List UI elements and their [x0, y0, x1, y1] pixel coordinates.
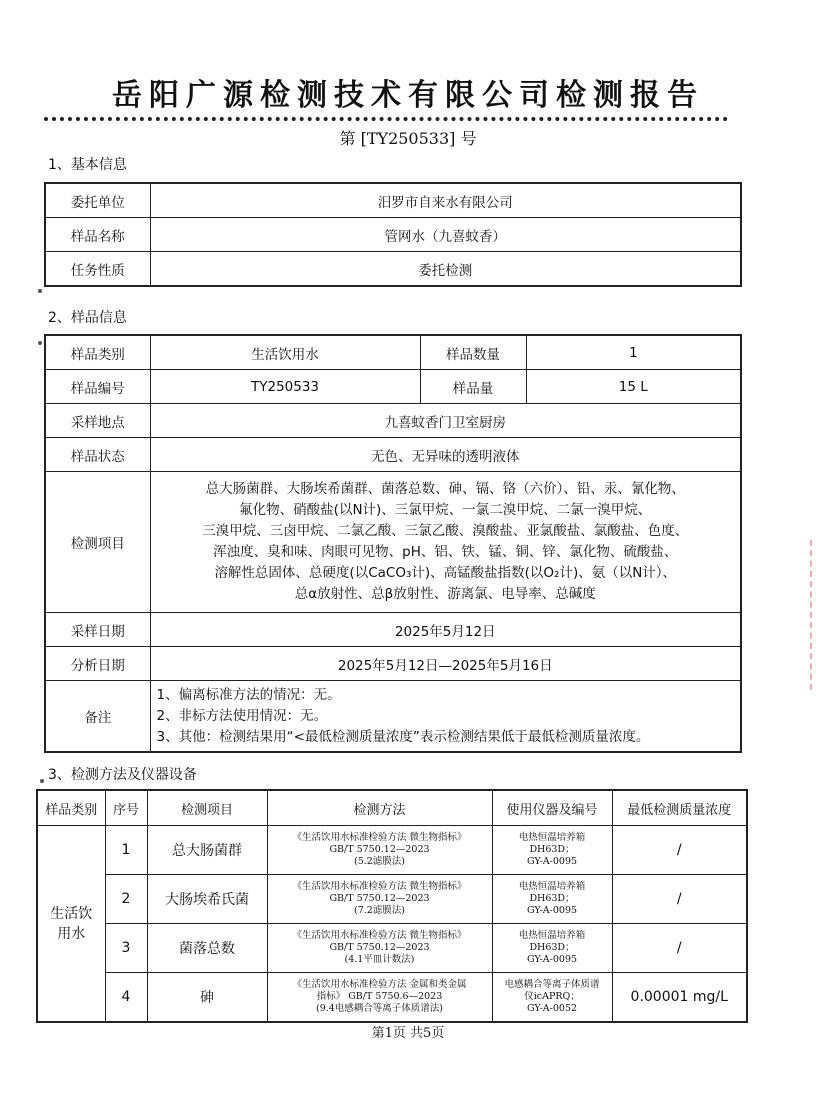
row-number: 4 [105, 973, 147, 1023]
method-line: (4.1平皿计数法) [344, 954, 415, 965]
sampling-location-label: 采样地点 [45, 404, 150, 438]
column-header: 最低检测质量浓度 [612, 790, 747, 826]
report-number: 第 [TY250533] 号 [339, 129, 477, 148]
instrument-line: GY-A-0095 [526, 954, 578, 965]
sample-count-label: 样品数量 [420, 335, 526, 370]
table-row [45, 335, 741, 370]
column-header: 检测方法 [267, 790, 492, 826]
sample-count-value: 1 [526, 335, 741, 370]
instrument [492, 875, 612, 924]
test-items-line: 氟化物、硝酸盐(以N计)、三氯甲烷、一氯二溴甲烷、二氯一溴甲烷、 [239, 502, 652, 518]
table-row [37, 973, 747, 1023]
table-row [37, 826, 747, 875]
section-sample-info-heading: 2、样品信息 [48, 310, 127, 326]
table-row [45, 218, 741, 252]
sample-state-label: 样品状态 [45, 438, 150, 472]
method-line: 《生活饮用水标准检验方法 金属和类金属 [292, 979, 467, 990]
table-row [37, 924, 747, 973]
test-item: 菌落总数 [147, 924, 267, 973]
row-number: 2 [105, 875, 147, 924]
row-number: 1 [105, 826, 147, 875]
test-items-label: 检测项目 [45, 472, 150, 613]
client-value: 汨罗市自来水有限公司 [150, 183, 741, 218]
instrument-line: GY-A-0052 [526, 1003, 578, 1014]
instrument-line: 电热恒温培养箱 [518, 832, 586, 843]
test-items-value [150, 472, 741, 613]
table-row [45, 681, 741, 753]
method-line: 《生活饮用水标准检验方法 微生物指标》 [292, 930, 467, 941]
method-line: 《生活饮用水标准检验方法 微生物指标》 [292, 832, 467, 843]
instrument-line: 电感耦合等离子体质谱 [504, 979, 600, 990]
remark-line: 3、其他：检测结果用“<最低检测质量浓度”表示检测结果低于最低检测质量浓度。 [156, 728, 650, 745]
section-methods-heading: 3、检测方法及仪器设备 [48, 767, 197, 783]
remark-line: 1、偏离标准方法的情况：无。 [156, 686, 341, 703]
test-items-line: 浑浊度、臭和味、肉眼可见物、pH、铝、铁、锰、铜、锌、氯化物、硫酸盐、 [213, 544, 678, 560]
test-method [267, 924, 492, 973]
test-item: 大肠埃希氏菌 [147, 875, 267, 924]
sampling-date-value: 2025年5月12日 [150, 613, 741, 647]
section-basic-info-heading: 1、基本信息 [48, 157, 127, 173]
sampling-location-value: 九喜蚊香门卫室厨房 [150, 404, 741, 438]
sample-amount-value: 15 L [526, 370, 741, 404]
analysis-date-value: 2025年5月12日—2025年5月16日 [150, 647, 741, 681]
instrument-line: 仪icAPRQ； [524, 991, 580, 1002]
sample-category-label: 样品类别 [45, 335, 150, 370]
instrument-line: GY-A-0095 [526, 856, 578, 867]
column-header: 序号 [105, 790, 147, 826]
scan-speck [38, 289, 42, 293]
table-row [45, 613, 741, 647]
table-row [45, 438, 741, 472]
sample-name-label: 样品名称 [45, 218, 150, 252]
method-line: (5.2滤膜法) [353, 856, 406, 867]
instrument-line: 电热恒温培养箱 [518, 930, 586, 941]
instrument-line: DH63D； [529, 893, 575, 904]
instrument-line: GY-A-0095 [526, 905, 578, 916]
column-header: 使用仪器及编号 [492, 790, 612, 826]
client-label: 委托单位 [45, 183, 150, 218]
test-item: 总大肠菌群 [147, 826, 267, 875]
method-line: (7.2滤膜法) [353, 905, 406, 916]
seal-edge-stamp [796, 540, 812, 690]
page-number: 第1页 共5页 [371, 1026, 445, 1041]
column-header: 检测项目 [147, 790, 267, 826]
test-items-line: 三溴甲烷、三卤甲烷、二氯乙酸、三氯乙酸、溴酸盐、亚氯酸盐、氯酸盐、色度、 [202, 523, 689, 539]
min-concentration: / [612, 924, 747, 973]
task-type-value: 委托检测 [150, 252, 741, 287]
instrument-line: DH63D； [529, 942, 575, 953]
scan-speck [40, 779, 44, 783]
method-line: 指标》 GB/T 5750.6—2023 [316, 991, 443, 1002]
test-method [267, 875, 492, 924]
table-row [45, 404, 741, 438]
remarks-value [150, 681, 741, 753]
remark-line: 2、非标方法使用情况：无。 [156, 707, 328, 724]
test-method [267, 973, 492, 1023]
sample-amount-label: 样品量 [420, 370, 526, 404]
scan-speck [38, 341, 42, 345]
method-line: (9.4电感耦合等离子体质谱法) [315, 1003, 444, 1014]
methods-table [36, 789, 748, 1023]
min-concentration: 0.00001 mg/L [612, 973, 747, 1023]
instrument [492, 973, 612, 1023]
remarks-label: 备注 [45, 681, 150, 753]
test-method [267, 826, 492, 875]
method-line: GB/T 5750.12—2023 [329, 942, 430, 953]
instrument-line: DH63D； [529, 844, 575, 855]
method-line: GB/T 5750.12—2023 [329, 893, 430, 904]
method-line: GB/T 5750.12—2023 [329, 844, 430, 855]
sample-category-cell: 生活饮用水 [37, 826, 105, 1023]
table-row [45, 183, 741, 218]
test-items-line: 总大肠菌群、大肠埃希菌群、菌落总数、砷、镉、铬（六价）、铅、汞、氰化物、 [205, 481, 685, 497]
instrument [492, 924, 612, 973]
table-header-row [37, 790, 747, 826]
sample-id-value: TY250533 [150, 370, 420, 404]
analysis-date-label: 分析日期 [45, 647, 150, 681]
task-type-label: 任务性质 [45, 252, 150, 287]
sample-category-value: 生活饮用水 [150, 335, 420, 370]
table-row [45, 647, 741, 681]
sampling-date-label: 采样日期 [45, 613, 150, 647]
sample-info-table [44, 334, 742, 753]
table-row [45, 472, 741, 613]
test-items-line: 总α放射性、总β放射性、游离氯、电导率、总碱度 [294, 586, 596, 602]
instrument-line: 电热恒温培养箱 [518, 881, 586, 892]
sample-state-value: 无色、无异味的透明液体 [150, 438, 741, 472]
row-number: 3 [105, 924, 147, 973]
test-item: 砷 [147, 973, 267, 1023]
column-header: 样品类别 [37, 790, 105, 826]
title-divider [44, 117, 728, 121]
min-concentration: / [612, 826, 747, 875]
table-row [45, 252, 741, 287]
min-concentration: / [612, 875, 747, 924]
test-items-line: 溶解性总固体、总硬度(以CaCO₃计)、高锰酸盐指数(以O₂计)、氨（以N计）、 [214, 565, 677, 581]
instrument [492, 826, 612, 875]
table-row [45, 370, 741, 404]
report-title: 岳阳广源检测技术有限公司检测报告 [112, 78, 704, 113]
sample-id-label: 样品编号 [45, 370, 150, 404]
table-row [37, 875, 747, 924]
method-line: 《生活饮用水标准检验方法 微生物指标》 [292, 881, 467, 892]
basic-info-table [44, 182, 742, 287]
sample-name-value: 管网水（九喜蚊香） [150, 218, 741, 252]
